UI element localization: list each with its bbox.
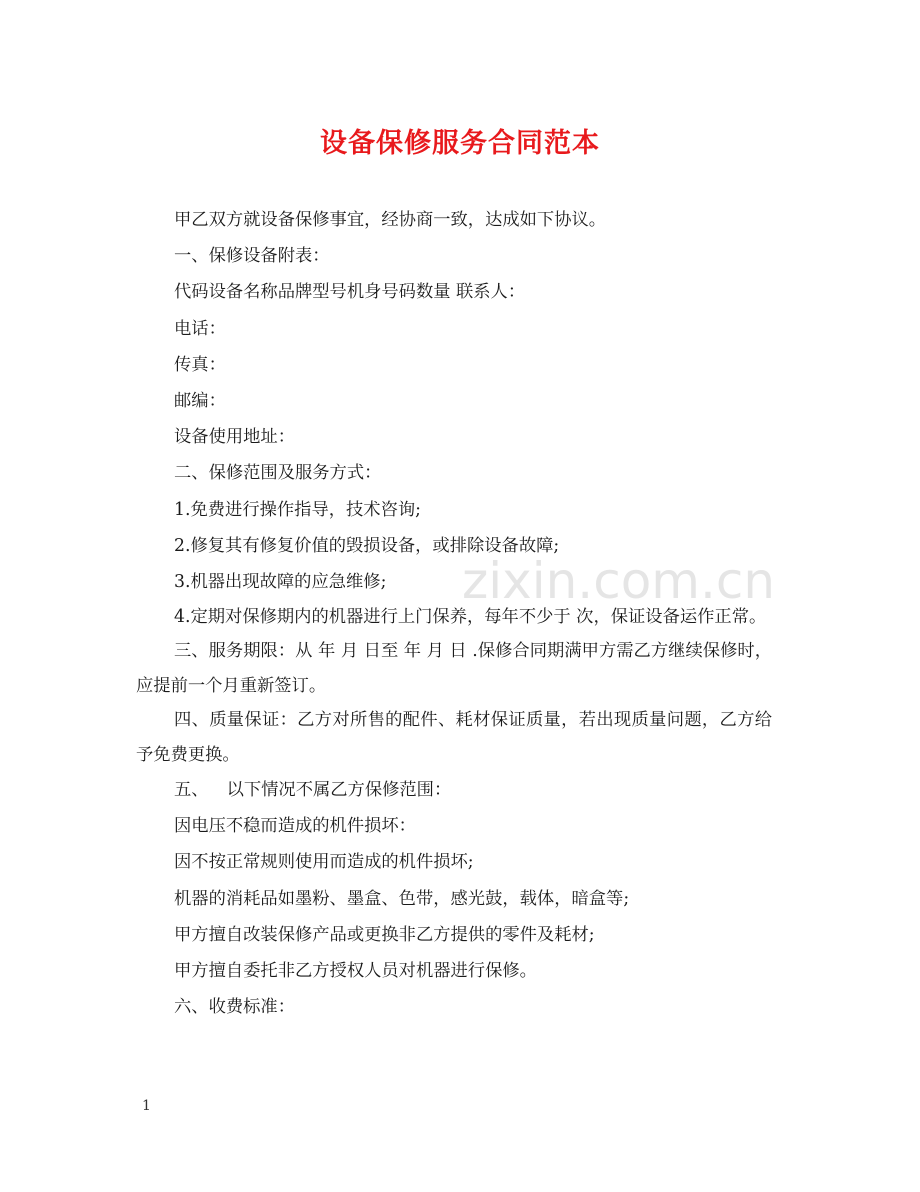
list-item: 2.修复其有修复价值的毁损设备，或排除设备故障; xyxy=(174,535,560,556)
field-phone-label: 电话： xyxy=(174,318,226,339)
list-item: 甲方擅自委托非乙方授权人员对机器进行保修。 xyxy=(174,961,537,982)
watermark: zixin.com.cn xyxy=(462,552,776,610)
section-paragraph-3: 三、服务期限：从 年 月 日至 年 月 日 .保修合同期满甲方需乙方继续保修时，应提前一个月重新签订。 xyxy=(136,641,772,696)
field-postcode-label: 邮编： xyxy=(174,390,226,411)
paragraph-intro: 甲乙双方就设备保修事宜，经协商一致，达成如下协议。 xyxy=(174,210,607,230)
list-item: 机器的消耗品如墨粉、墨盒、色带，感光鼓，载体，暗盒等; xyxy=(174,888,630,909)
list-item: 甲方擅自改装保修产品或更换非乙方提供的零件及耗材; xyxy=(174,924,595,945)
section-heading-5 xyxy=(136,772,772,808)
page-number: 1 xyxy=(142,1098,151,1114)
section-number: 五、 xyxy=(174,780,209,801)
field-fax-label: 传真： xyxy=(174,354,226,375)
list-item: 3.机器出现故障的应急维修; xyxy=(174,571,387,592)
section-heading-2: 二、保修范围及服务方式： xyxy=(174,463,382,484)
list-item: 因不按正常规则使用而造成的机件损坏; xyxy=(174,852,474,873)
paragraph-equipment-table-header: 代码设备名称品牌型号机身号码数量 联系人： xyxy=(174,282,526,303)
document-title: 设备保修服务合同范本 xyxy=(320,128,600,159)
section-heading-text: 以下情况不属乙方保修范围： xyxy=(226,780,452,801)
field-address-label: 设备使用地址： xyxy=(174,427,295,448)
list-item: 1.免费进行操作指导，技术咨询; xyxy=(174,499,421,520)
section-heading-1: 一、保修设备附表： xyxy=(174,246,330,267)
section-heading-6: 六、收费标准： xyxy=(174,997,295,1018)
list-item: 4.定期对保修期内的机器进行上门保养，每年不少于 次，保证设备运作正常。 xyxy=(174,607,767,628)
list-item: 因电压不稳而造成的机件损坏： xyxy=(174,816,416,837)
section-paragraph-4: 四、质量保证：乙方对所售的配件、耗材保证质量，若出现质量问题，乙方给予免费更换。 xyxy=(136,710,772,765)
document-body xyxy=(136,202,772,1025)
